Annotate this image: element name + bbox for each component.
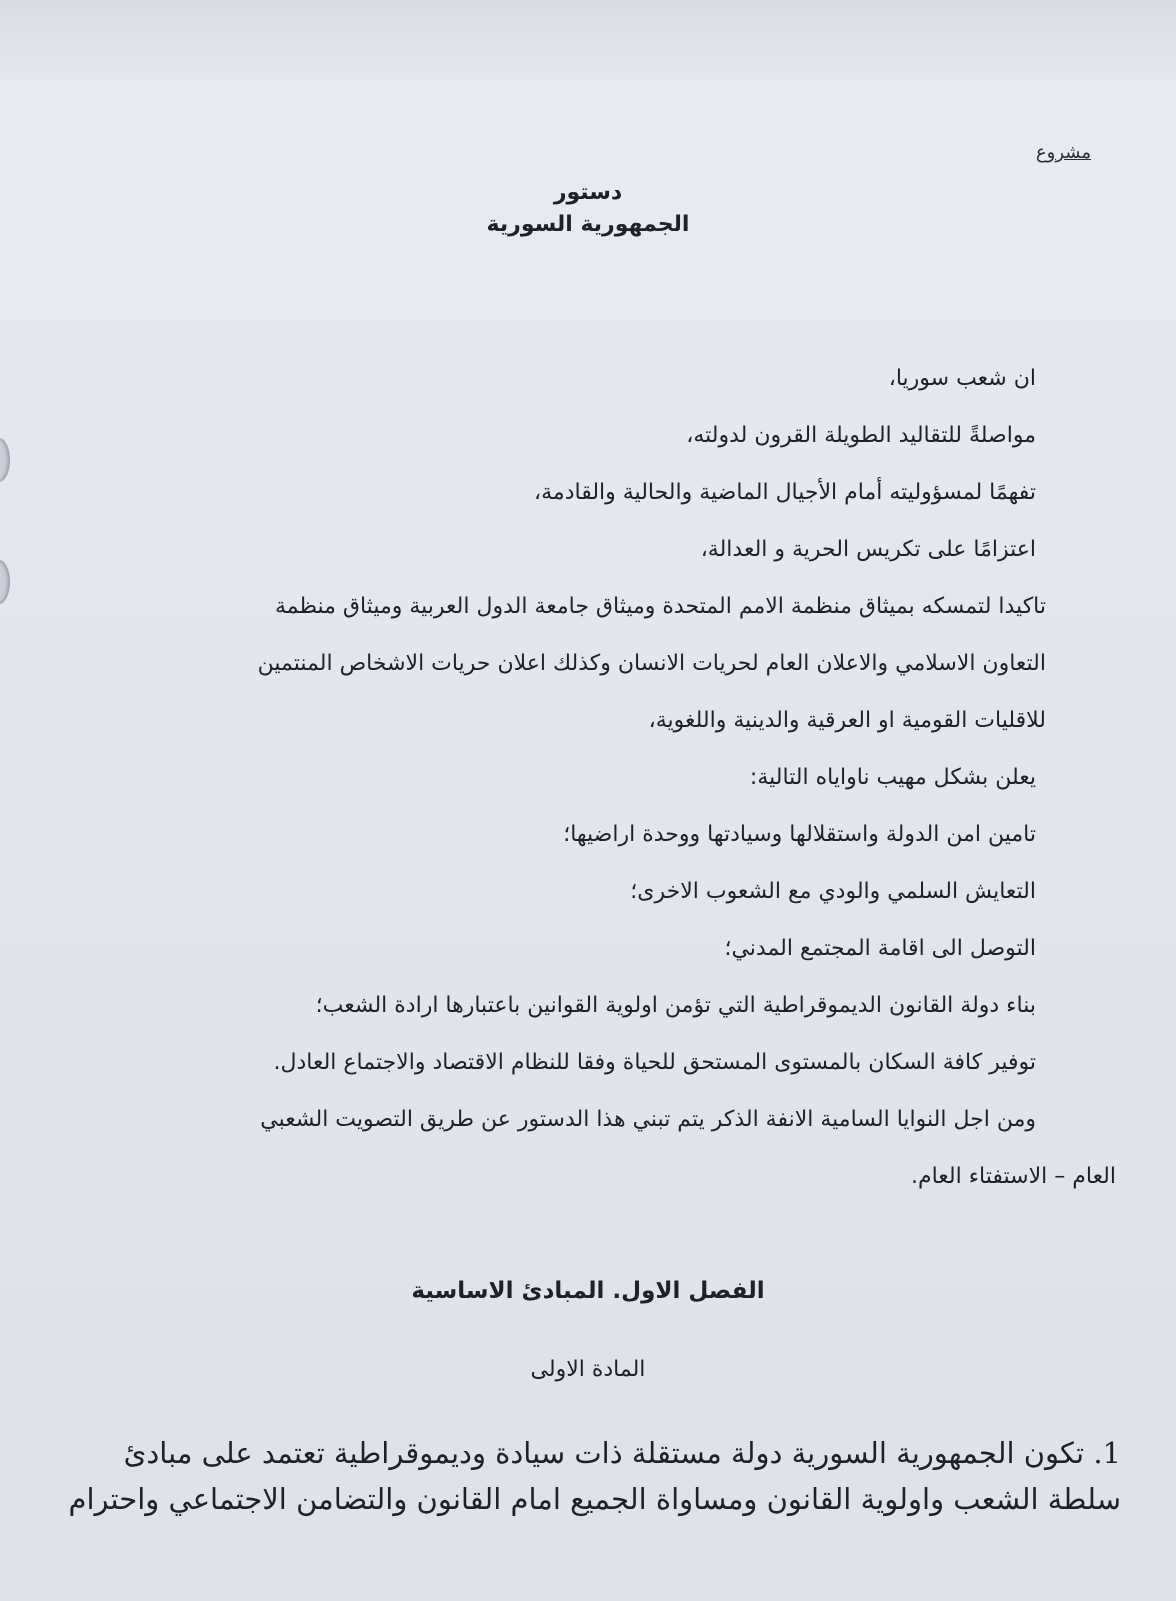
article-1-text bbox=[68, 1430, 1121, 1522]
article-heading: المادة الاولى bbox=[530, 1357, 646, 1382]
preamble-line: تاكيدا لتمسكه بميثاق منظمة الامم المتحدة وميثاق جامعة الدول العربية وميثاق منظمة bbox=[274, 594, 1046, 619]
preamble-line: تفهمًا لمسؤوليته أمام الأجيال الماضية والحالية والقادمة، bbox=[534, 480, 1036, 505]
preamble-line: التعايش السلمي والودي مع الشعوب الاخرى؛ bbox=[630, 879, 1036, 904]
preamble-line: للاقليات القومية او العرقية والدينية واللغوية، bbox=[648, 708, 1046, 733]
preamble bbox=[156, 350, 1116, 1205]
preamble-line: العام – الاستفتاء العام. bbox=[910, 1164, 1116, 1189]
article-1-line-2: سلطة الشعب واولوية القانون ومساواة الجميع امام القانون والتضامن الاجتماعي واحترام bbox=[68, 1482, 1121, 1516]
chapter-heading: الفصل الاول. المبادئ الاساسية bbox=[411, 1278, 765, 1304]
title-line-2: الجمهورية السورية bbox=[486, 212, 690, 237]
preamble-line: ان شعب سوريا، bbox=[888, 366, 1036, 391]
preamble-line: مواصلةً للتقاليد الطويلة القرون لدولته، bbox=[686, 423, 1036, 448]
punch-hole-1 bbox=[0, 438, 10, 482]
draft-label: مشروع bbox=[1035, 142, 1091, 163]
preamble-line: ومن اجل النوايا السامية الانفة الذكر يتم تبني هذا الدستور عن طريق التصويت الشعبي bbox=[260, 1107, 1036, 1132]
preamble-line: توفير كافة السكان بالمستوى المستحق للحياة وفقا للنظام الاقتصاد والاجتماع العادل. bbox=[273, 1050, 1036, 1075]
punch-hole-2 bbox=[0, 560, 10, 604]
page-shadow bbox=[0, 0, 1176, 90]
article-1-line-1: 1. تكون الجمهورية السورية دولة مستقلة ذات سيادة وديموقراطية تعتمد على مبادئ bbox=[123, 1436, 1121, 1470]
title-line-1: دستور bbox=[553, 180, 623, 205]
preamble-line: التوصل الى اقامة المجتمع المدني؛ bbox=[724, 936, 1036, 961]
preamble-line: بناء دولة القانون الديموقراطية التي تؤمن اولوية القوانين باعتبارها ارادة الشعب؛ bbox=[315, 993, 1036, 1018]
preamble-line: يعلن بشكل مهيب ناواياه التالية: bbox=[749, 765, 1036, 790]
preamble-line: تامين امن الدولة واستقلالها وسيادتها ووحدة اراضيها؛ bbox=[563, 822, 1036, 847]
preamble-line: اعتزامًا على تكريس الحرية و العدالة، bbox=[700, 537, 1036, 562]
preamble-line: التعاون الاسلامي والاعلان العام لحريات الانسان وكذلك اعلان حريات الاشخاص المنتمين bbox=[257, 651, 1046, 676]
